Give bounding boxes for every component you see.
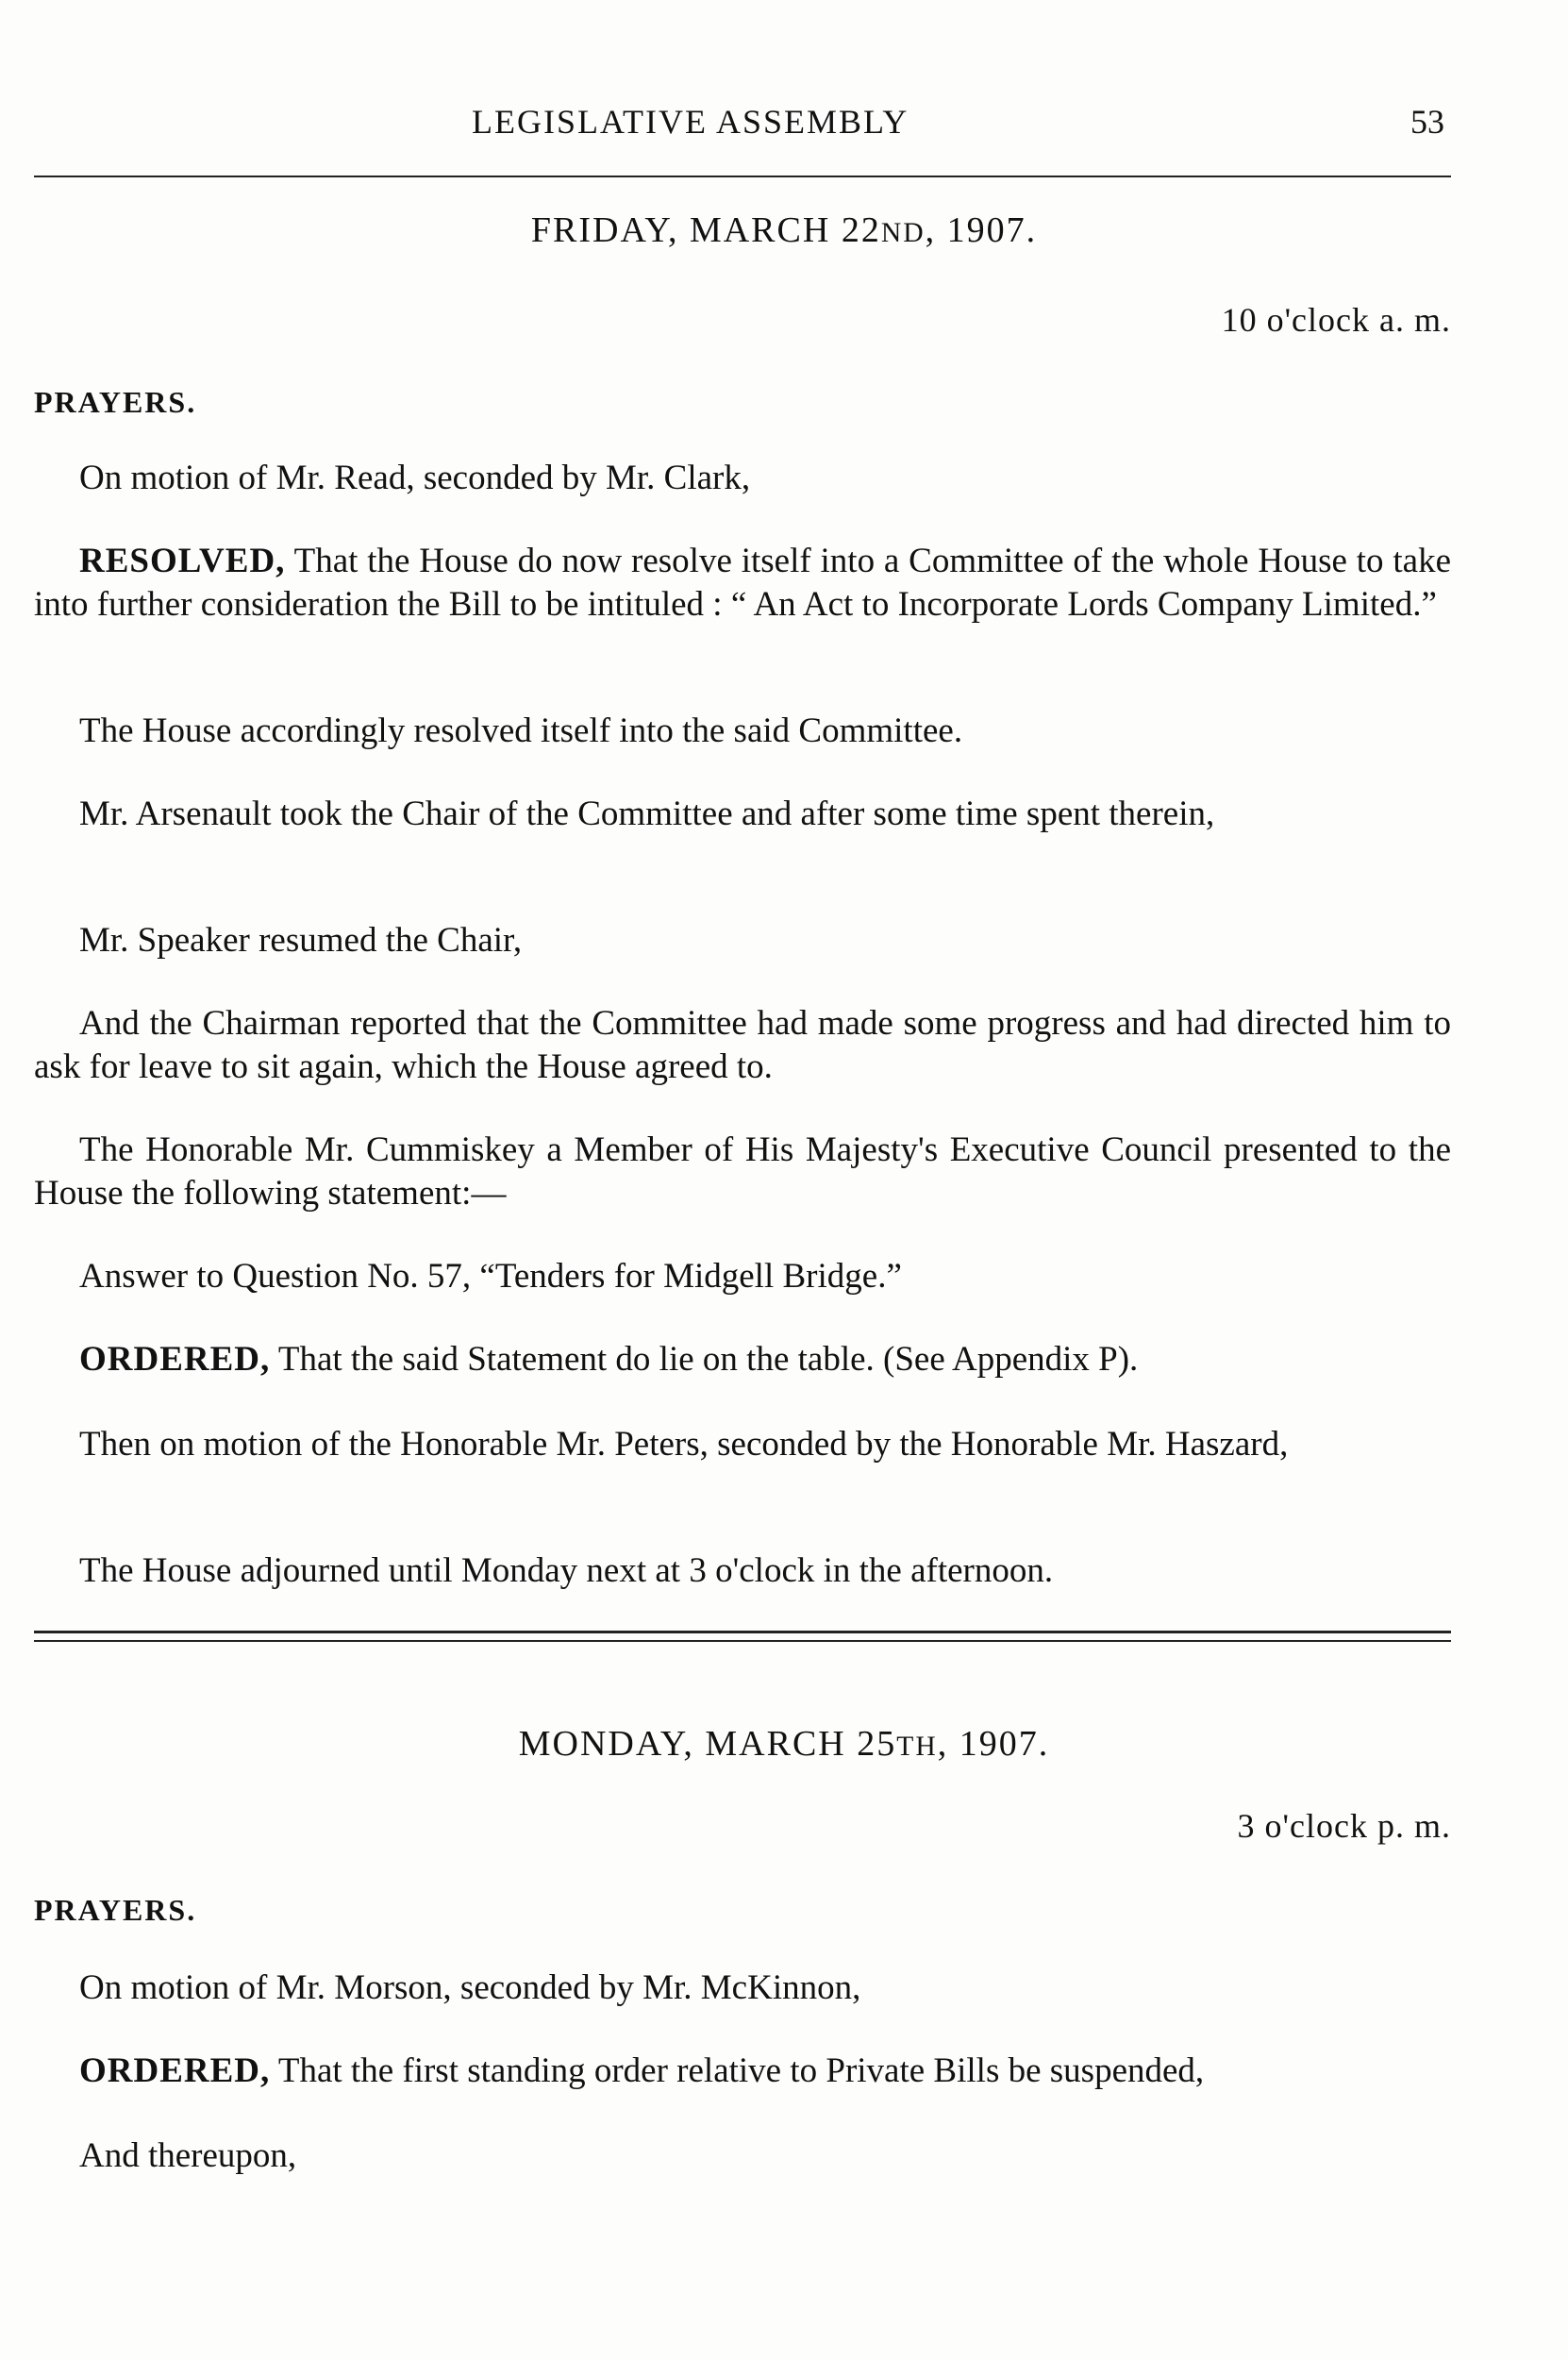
prayers-heading: PRAYERS. <box>34 1893 197 1927</box>
paragraph-text: And the Chairman reported that the Committee had made some progress and had directed him to ask for leave to sit again, which the House agreed to. <box>34 1004 1451 1086</box>
section-divider-bottom <box>34 1640 1451 1642</box>
paragraph <box>34 1129 1451 1215</box>
paragraph-text: On motion of Mr. Morson, seconded by Mr. McKinnon, <box>79 1968 861 2007</box>
paragraph-text: The House adjourned until Monday next at 3 o'clock in the afternoon. <box>79 1551 1054 1590</box>
paragraph <box>34 1338 1451 1381</box>
date-prefix: MONDAY, MARCH 25 <box>518 1724 897 1764</box>
paragraph-lead: RESOLVED, <box>79 542 286 580</box>
paragraph-text: On motion of Mr. Read, seconded by Mr. Clark, <box>79 459 751 497</box>
paragraph <box>34 793 1451 836</box>
paragraph <box>34 1423 1451 1466</box>
paragraph-text: Then on motion of the Honorable Mr. Peters, seconded by the Honorable Mr. Haszard, <box>79 1425 1289 1464</box>
paragraph-text: Mr. Arsenault took the Chair of the Committee and after some time spent therein, <box>79 795 1215 833</box>
paragraph-text: Mr. Speaker resumed the Chair, <box>79 921 523 960</box>
date-year: , 1907. <box>925 210 1038 250</box>
date-prefix: FRIDAY, MARCH 22 <box>530 210 881 250</box>
paragraph-text: The Honorable Mr. Cummiskey a Member of His Majesty's Executive Council presented to the House the following statement:— <box>34 1130 1451 1213</box>
header-rule <box>34 176 1451 177</box>
paragraph <box>34 457 1451 500</box>
paragraph-text: The House accordingly resolved itself into the said Committee. <box>79 711 963 750</box>
paragraph <box>34 2050 1451 2093</box>
paragraph <box>34 1967 1451 2010</box>
paragraph <box>34 540 1451 627</box>
paragraph-text: That the said Statement do lie on the table. (See Appendix P). <box>270 1340 1139 1379</box>
paragraph <box>34 919 1451 962</box>
page-number: 53 <box>1410 103 1444 141</box>
sitting-date-heading <box>0 1723 1568 1765</box>
paragraph-text: That the first standing order relative to Private Bills be suspended, <box>270 2051 1205 2090</box>
paragraph <box>34 1255 1451 1298</box>
paragraph <box>34 2134 1451 2178</box>
paragraph <box>34 710 1451 753</box>
running-head <box>0 102 1568 149</box>
paragraph-lead: ORDERED, <box>79 1340 271 1379</box>
paragraph-text: Answer to Question No. 57, “Tenders for Midgell Bridge.” <box>79 1257 902 1296</box>
running-title: LEGISLATIVE ASSEMBLY <box>472 103 909 141</box>
paragraph <box>34 1549 1451 1593</box>
sitting-date-heading <box>0 209 1568 251</box>
paragraph <box>34 1002 1451 1089</box>
section-divider-top <box>34 1631 1451 1633</box>
date-suffix: ND <box>880 218 926 248</box>
sitting-time: 3 o'clock p. m. <box>1237 1807 1451 1845</box>
paragraph-lead: ORDERED, <box>79 2051 271 2090</box>
paragraph-text: That the House do now resolve itself into a Committee of the whole House to take into further consideration the Bill to be intituled : “ An Act to Incorporate Lords Company Limited.” <box>34 542 1451 624</box>
paragraph-text: And thereupon, <box>79 2136 297 2175</box>
date-suffix: TH <box>896 1732 938 1762</box>
date-year: , 1907. <box>937 1724 1050 1764</box>
prayers-heading: PRAYERS. <box>34 385 197 419</box>
sitting-time: 10 o'clock a. m. <box>1221 301 1451 339</box>
